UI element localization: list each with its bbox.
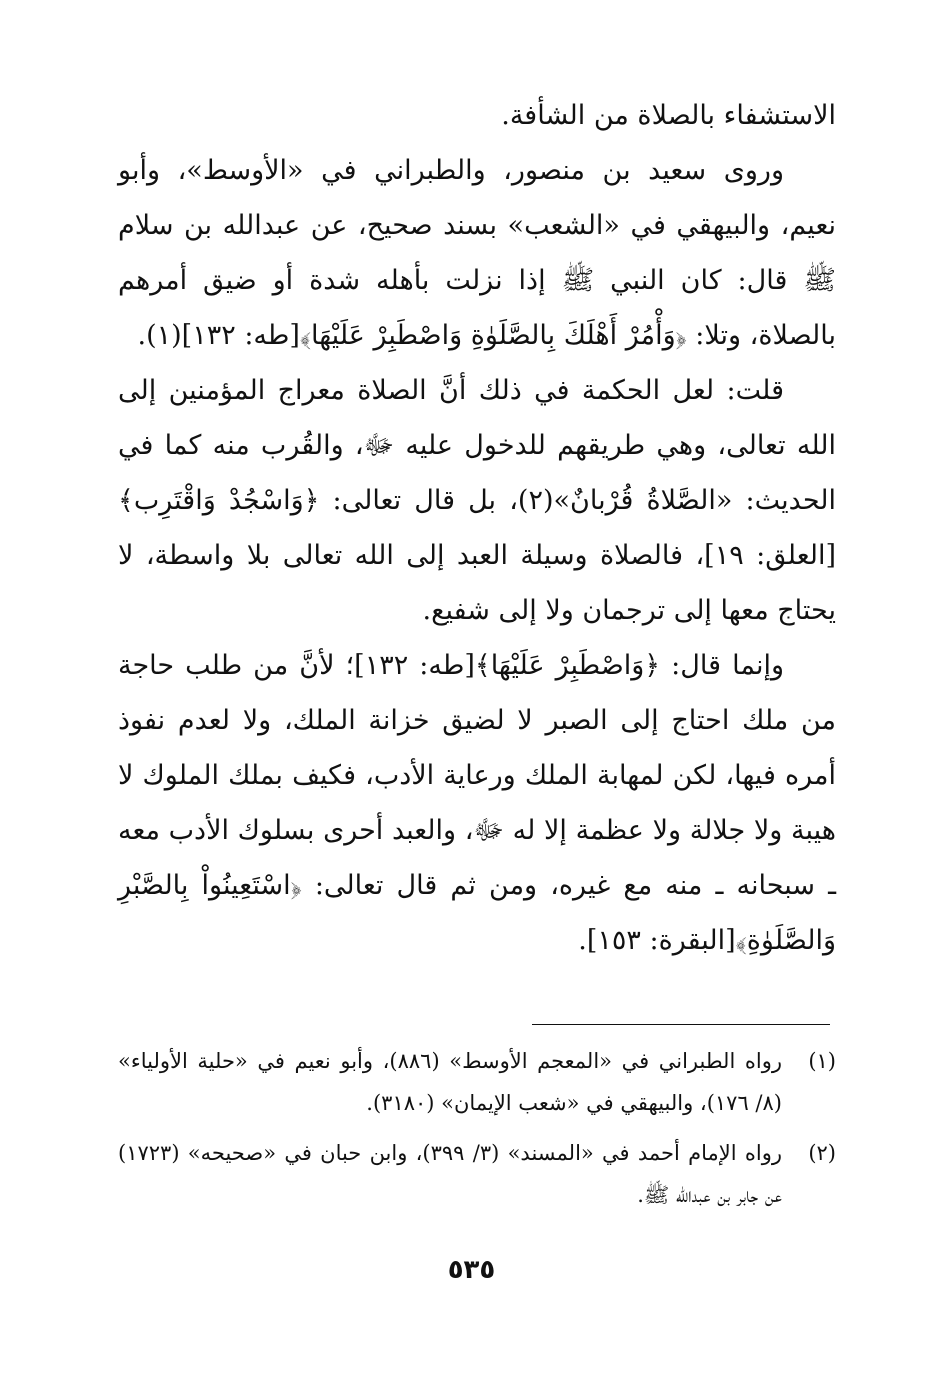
footnote-2 bbox=[118, 1132, 836, 1216]
paragraph-3: قلت: لعل الحكمة في ذلك أنَّ الصلاة معراج المؤمنين إلى الله تعالى، وهي طريقهم للدخول عليه ﷻ، والقُرب منه كما في الحديث: «الصَّلاةُ قُرْبانٌ»(٢)، بل قال تعالى: ﴿وَاسْجُدْ وَاقْتَرِب﴾[العلق: ١٩]، فالصلاة وسيلة العبد إلى الله تعالى بلا واسطة، لا يحتاج معها إلى ترجمان ولا إلى شفيع. bbox=[118, 375, 836, 626]
footnote-text: رواه الطبراني في «المعجم الأوسط» (٨٨٦)، وأبو نعيم في «حلية الأولياء» (٨/ ١٧٦)، والبيهقي في «شعب الإيمان» (٣١٨٠). bbox=[118, 1049, 782, 1115]
paragraph-4: وإنما قال: ﴿وَاصْطَبِرْ عَلَيْهَا﴾[طه: ١٣٢]؛ لأنَّ من طلب حاجة من ملك احتاج إلى الصبر لا لضيق خزانة الملك، ولا لعدم نفوذ أمره فيها، لكن لمهابة الملك ورعاية الأدب، فكيف بملك الملوك لا هيبة ولا جلالة ولا عظمة إلا له ﷻ، والعبد أحرى بسلوك الأدب معه ـ سبحانه ـ منه مع غيره، ومن ثم قال تعالى: ﴿اسْتَعِينُواْ بِالصَّبْرِ وَالصَّلَوٰةِ﴾[البقرة: ١٥٣]. bbox=[118, 650, 836, 956]
footnote-number: (١) bbox=[808, 1049, 836, 1073]
footnote-1 bbox=[118, 1040, 836, 1124]
paragraph-1: الاستشفاء بالصلاة من الشأفة. bbox=[501, 100, 836, 131]
footnote-separator bbox=[532, 1024, 830, 1025]
footnote-number: (٢) bbox=[808, 1141, 836, 1165]
main-text bbox=[118, 88, 836, 968]
footnotes bbox=[118, 1040, 836, 1224]
paragraph-2: وروى سعيد بن منصور، والطبراني في «الأوسط»، وأبو نعيم، والبيهقي في «الشعب» بسند صحيح، عن عبدالله بن سلام ﷺ قال: كان النبي ﷺ إذا نزلت بأهله شدة أو ضيق أمرهم بالصلاة، وتلا: ﴿وَأْمُرْ أَهْلَكَ بِالصَّلَوٰةِ وَاصْطَبِرْ عَلَيْهَا﴾[طه: ١٣٢](١). bbox=[118, 155, 836, 351]
footnote-text: رواه الإمام أحمد في «المسند» (٣/ ٣٩٩)، وابن حبان في «صحيحه» (١٧٢٣) عن جابر بن عبدالله ﷺ. bbox=[118, 1141, 782, 1207]
page-number: ٥٣٥ bbox=[447, 1255, 496, 1285]
